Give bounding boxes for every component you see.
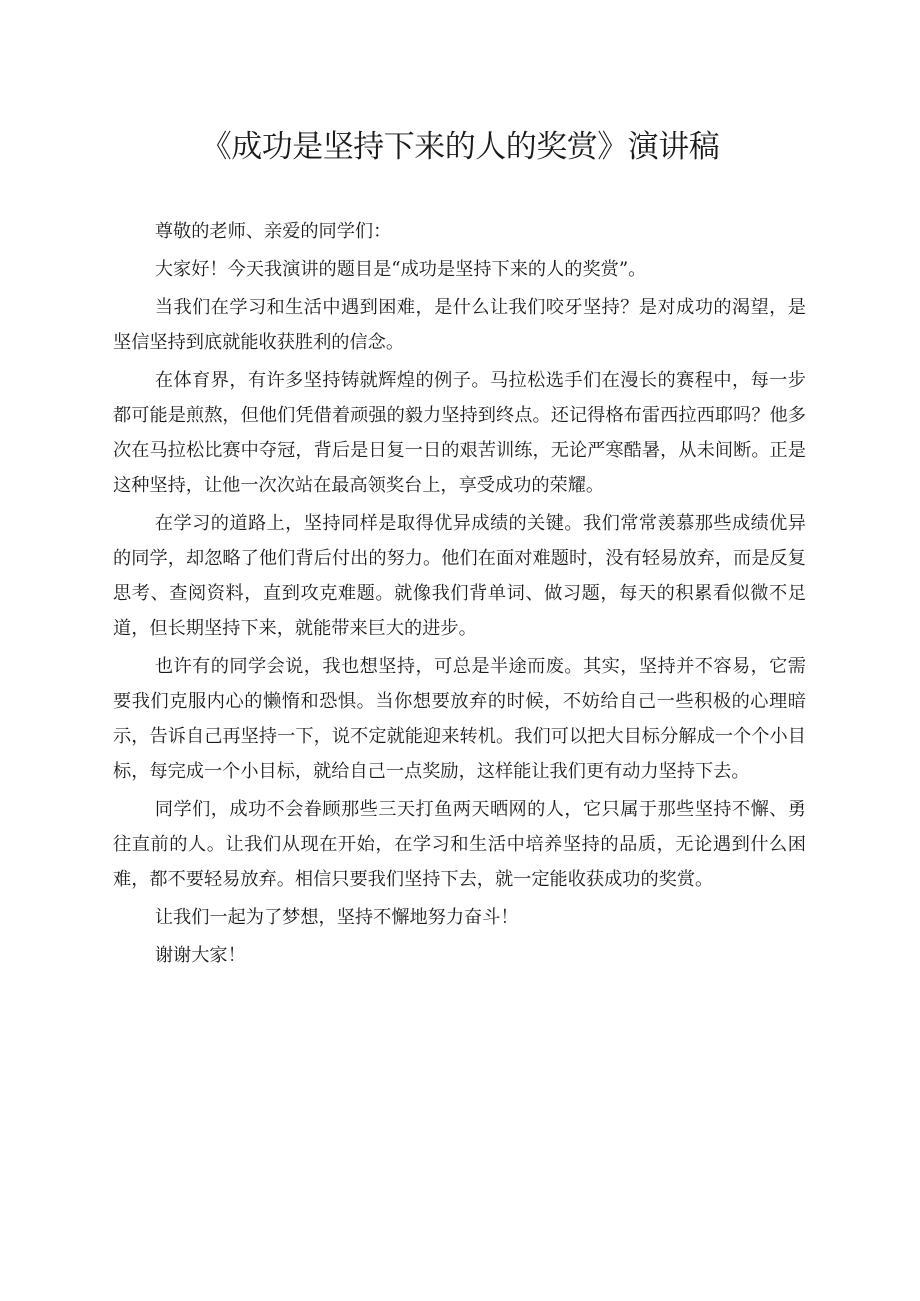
paragraph-call-to-action: 让我们一起为了梦想，坚持不懈地努力奋斗！ — [154, 907, 519, 928]
paragraph-sports-example: 在体育界，有许多坚持铸就辉煌的例子。马拉松选手们在漫长的赛程中，每一步都可能是煎熬，但他们凭借着顽强的毅力坚持到终点。还记得格布雷西拉西耶吗？他多次在马拉松比赛中夺冠，背后是日复一日的艰苦训练，无论严寒酷暑，从未间断。正是这种坚持，让他一次次站在最高领奖台上，享受成功的荣耀。 — [113, 370, 806, 496]
paragraph-opening: 大家好！今天我演讲的题目是“成功是坚持下来的人的奖赏”。 — [154, 259, 647, 280]
paragraph-advice: 也许有的同学会说，我也想坚持，可总是半途而废。其实，坚持并不容易，它需要我们克服内心的懒惰和恐惧。当你想要放弃的时候，不妨给自己一些积极的心理暗示，告诉自己再坚持一下，说不定就能迎来转机。我们可以把大目标分解成一个个小目标，每完成一个小目标，就给自己一点奖励，这样能让我们更有动力坚持下去。 — [113, 656, 806, 782]
paragraph-study: 在学习的道路上，坚持同样是取得优异成绩的关键。我们常常羡慕那些成绩优异的同学，却忽略了他们背后付出的努力。他们在面对难题时，没有轻易放弃，而是反复思考、查阅资料，直到攻克难题。就像我们背单词、做习题，每天的积累看似微不足道，但长期坚持下来，就能带来巨大的进步。 — [113, 513, 806, 639]
paragraph-conclusion: 同学们，成功不会眷顾那些三天打鱼两天晒网的人，它只属于那些坚持不懈、勇往直前的人。让我们从现在开始，在学习和生活中培养坚持的品质，无论遇到什么困难，都不要轻易放弃。相信只要我们坚持下去，就一定能收获成功的奖赏。 — [113, 799, 806, 890]
paragraph-greeting: 尊敬的老师、亲爱的同学们： — [154, 221, 392, 242]
paragraph-question: 当我们在学习和生活中遇到困难，是什么让我们咬牙坚持？是对成功的渴望，是坚信坚持到底就能收获胜利的信念。 — [113, 297, 806, 353]
paragraph-thanks: 谢谢大家！ — [154, 945, 246, 966]
speech-body — [113, 214, 806, 976]
document-title: 《成功是坚持下来的人的奖赏》演讲稿 — [200, 129, 720, 165]
